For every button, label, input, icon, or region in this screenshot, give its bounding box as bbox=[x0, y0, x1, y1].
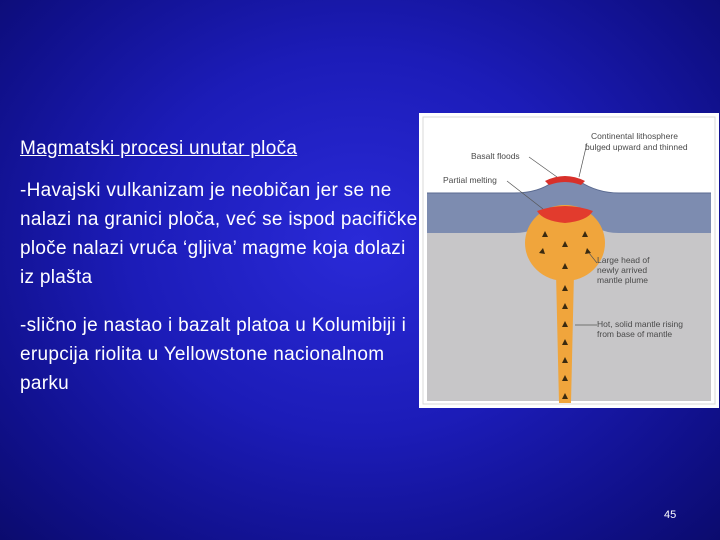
paragraph-hawaii: -Havajski vulkanizam je neobičan jer se ne nalazi na granici ploča, već se ispod pacifičke ploče nalazi vruća ‘gljiva’ magme koja dolazi iz plašta bbox=[20, 180, 418, 288]
label-plume-head-1: Large head of bbox=[597, 255, 650, 265]
slide-title: Magmatski procesi unutar ploča bbox=[20, 138, 298, 159]
label-continental-2: bulged upward and thinned bbox=[585, 142, 688, 152]
mantle-plume-diagram bbox=[419, 113, 719, 408]
plume-stem bbox=[556, 273, 574, 403]
label-continental-1: Continental lithosphere bbox=[591, 131, 678, 141]
slide-number: 45 bbox=[664, 509, 677, 521]
label-plume-head-2: newly arrived bbox=[597, 265, 648, 275]
label-basalt-floods: Basalt floods bbox=[471, 151, 520, 161]
diagram-svg bbox=[419, 113, 719, 408]
label-plume-head-3: mantle plume bbox=[597, 275, 649, 285]
label-mantle-2: from base of mantle bbox=[597, 329, 673, 339]
paragraph-basalt-plateau: -slično je nastao i bazalt platoa u Kolumibiji i erupcija riolita u Yellowstone nacionalnom parku bbox=[20, 315, 407, 394]
label-partial-melting: Partial melting bbox=[443, 175, 497, 185]
label-mantle-1: Hot, solid mantle rising bbox=[597, 319, 683, 329]
